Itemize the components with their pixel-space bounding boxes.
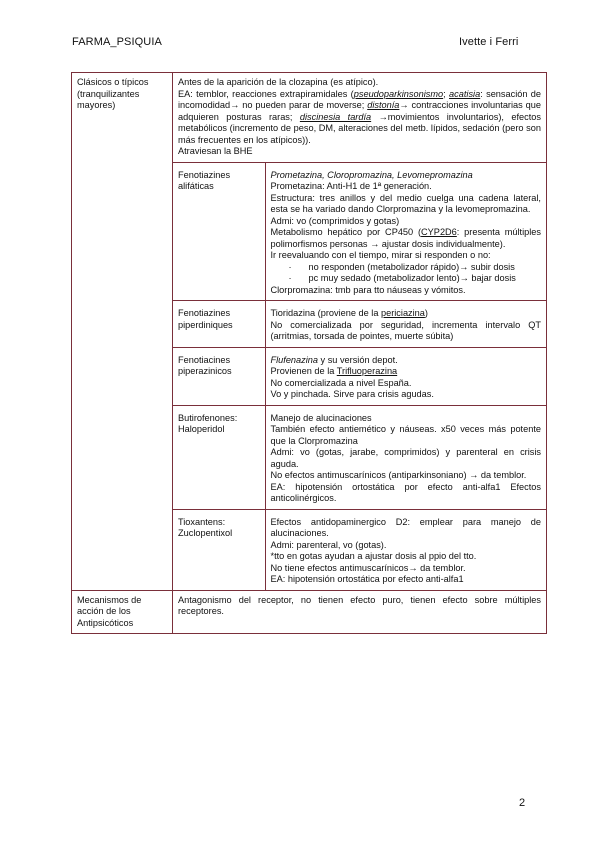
piperazinicas-text: Provienen de la (270, 366, 337, 376)
subrow-label-piperidinicas: Fenotiazines piperdiniques (173, 301, 265, 348)
subrow-tioxantens (173, 509, 546, 590)
butiro-line: No efectos antimuscarínicos (antiparkinsoniano) → da temblor. (270, 470, 527, 480)
row-clasicos (72, 73, 547, 591)
butiro-line: Manejo de alucinaciones (270, 412, 372, 423)
subrow-label-alifaticas: Fenotiazines alifáticas (173, 162, 265, 301)
subrow-piperazinicas (173, 347, 546, 405)
tioxantens-line: Admi: parenteral, vo (gotas). (270, 539, 387, 550)
metabolism-text: : presenta múltiples polimorfismos personas → ajustar dosis individualmente). (270, 227, 541, 249)
subtypes-table (173, 162, 546, 590)
subrow-content-piperidinicas (265, 301, 546, 348)
subrow-butiro (173, 405, 546, 509)
subrow-label-tioxantens: Tioxantens: Zuclopentixol (173, 509, 265, 590)
ea-text: EA: temblor, reacciones extrapiramidales ( (178, 88, 354, 99)
tioxantens-line: EA: hipotensión ortostática por efecto anti-alfa1 (270, 574, 464, 584)
piperazinicas-text: y su versión depot. (318, 354, 398, 365)
header-author: Ivette i Ferri (459, 36, 519, 48)
butiro-line: También efecto antiemético y náuseas. x50 veces más potente que la Clorpromazina (270, 424, 541, 446)
row-mecanismos (72, 590, 547, 634)
ea-text: : sensación de incomodidad→ no pueden parar de moverse; (178, 88, 542, 110)
subrow-content-piperazinicas (265, 347, 546, 405)
piperidinicas-line: No comercializada por seguridad, incrementa intervalo QT (arritmias, torsada de pointes, muerte súbita) (270, 319, 541, 341)
butiro-line: Admi: vo (gotas, jarabe, comprimidos) y parenteral en crisis aguda. (270, 447, 541, 469)
piperazinicas-line (271, 366, 542, 378)
term-acatisia: acatisia (449, 88, 481, 99)
row-content-mecanismos (173, 590, 547, 634)
bullet-item (271, 273, 542, 285)
row-content-clasicos (173, 73, 547, 591)
alifaticas-line: Clorpromazina: tmb para tto náuseas y vómitos. (270, 284, 466, 295)
subrow-label-piperazinicas: Fenotiacines piperazinicos (173, 347, 265, 405)
header-document-title: FARMA_PSIQUIA (72, 36, 162, 48)
butiro-line: EA: hipotensión ortostática por efecto anti-alfa1 Efectos anticolinérgicos. (270, 481, 541, 503)
subrow-content-alifaticas (265, 162, 546, 301)
piperidinicas-line (271, 308, 542, 320)
row-label-clasicos: Clásicos o típicos (tranquilizantes mayores) (72, 73, 173, 591)
piperidinicas-text: ) (424, 308, 428, 318)
piperazinicas-line (271, 355, 542, 367)
bullet-icon: · (288, 261, 292, 272)
term-pseudoparkinsonismo: pseudoparkinsonismo (353, 88, 444, 99)
alifaticas-title: Prometazina, Cloropromazina, Levomepromazina (270, 169, 473, 180)
intro-adverse-effects (178, 89, 541, 147)
term-discinesia-tardia: discinesia tardía (299, 111, 372, 122)
clasicos-intro (173, 73, 546, 162)
alifaticas-metabolism (271, 227, 542, 250)
piperidinicas-text: Tioridazina (proviene de la (270, 308, 381, 318)
subrow-content-butiro (265, 405, 546, 509)
tioxantens-line: No tiene efectos antimuscarínicos→ da temblor. (270, 562, 466, 573)
term-cyp2d6: CYP2D6 (421, 227, 457, 237)
alifaticas-line: Admi: vo (comprimidos y gotas) (270, 215, 400, 226)
piperazinicas-line: Vo y pinchada. Sirve para crisis agudas. (270, 389, 434, 399)
bullet-icon: · (288, 273, 292, 283)
ea-text: →movimientos involuntarios), efectos metabólicos (incremento de peso, DM, alteraciones del metb. lípidos, sedación (pero son más frecuentes en los atípicos)). (178, 111, 541, 145)
subrow-alifaticas (173, 162, 546, 301)
intro-clozapina: Antes de la aparición de la clozapina (es atípico). (178, 77, 379, 87)
piperazinicas-line: No comercializada a nivel España. (270, 377, 412, 388)
antipsychotics-table (71, 72, 547, 634)
bullet-item (271, 262, 542, 274)
term-distonia: distonía (367, 100, 400, 110)
bullet-text: pc muy sedado (metabolizador lento)→ bajar dosis (308, 273, 516, 283)
subrow-content-tioxantens (265, 509, 546, 590)
alifaticas-line: Ir reevaluando con el tiempo, mirar si responden o no: (270, 250, 491, 260)
page-number: 2 (519, 797, 526, 809)
bullet-text: no responden (metabolizador rápido)→ subir dosis (308, 261, 515, 272)
metabolism-text: Metabolismo hepático por CP450 ( (270, 227, 422, 237)
mecanismos-text: Antagonismo del receptor, no tienen efecto puro, tienen efecto sobre múltiples receptores. (178, 594, 541, 616)
term-flufenazina: Flufenazina (270, 354, 318, 365)
tioxantens-line: Efectos antidopaminergico D2: emplear para manejo de alucinaciones. (270, 516, 541, 538)
row-label-mecanismos: Mecanismos de acción de los Antipsicóticos (72, 590, 173, 634)
alifaticas-line: Prometazina: Anti-H1 de 1ª generación. (270, 181, 432, 191)
term-periciazina: periciazina (380, 308, 425, 318)
term-trifluoperazina: Trifluoperazina (336, 366, 398, 376)
subrow-piperidinicas (173, 301, 546, 348)
ea-text: → contracciones involuntarias que adquieren posturas raras; (178, 100, 541, 122)
ea-text: ; (443, 88, 450, 99)
subrow-label-butiro: Butirofenones: Haloperidol (173, 405, 265, 509)
alifaticas-line: Estructura: tres anillos y del medio cuelga una cadena lateral, esta se ha variado dando Clorpromazina y la levomepromazina. (270, 192, 541, 214)
tioxantens-line: *tto en gotas ayudan a ajustar dosis al ppio del tto. (270, 551, 477, 561)
intro-bhe: Atraviesan la BHE (178, 146, 253, 156)
